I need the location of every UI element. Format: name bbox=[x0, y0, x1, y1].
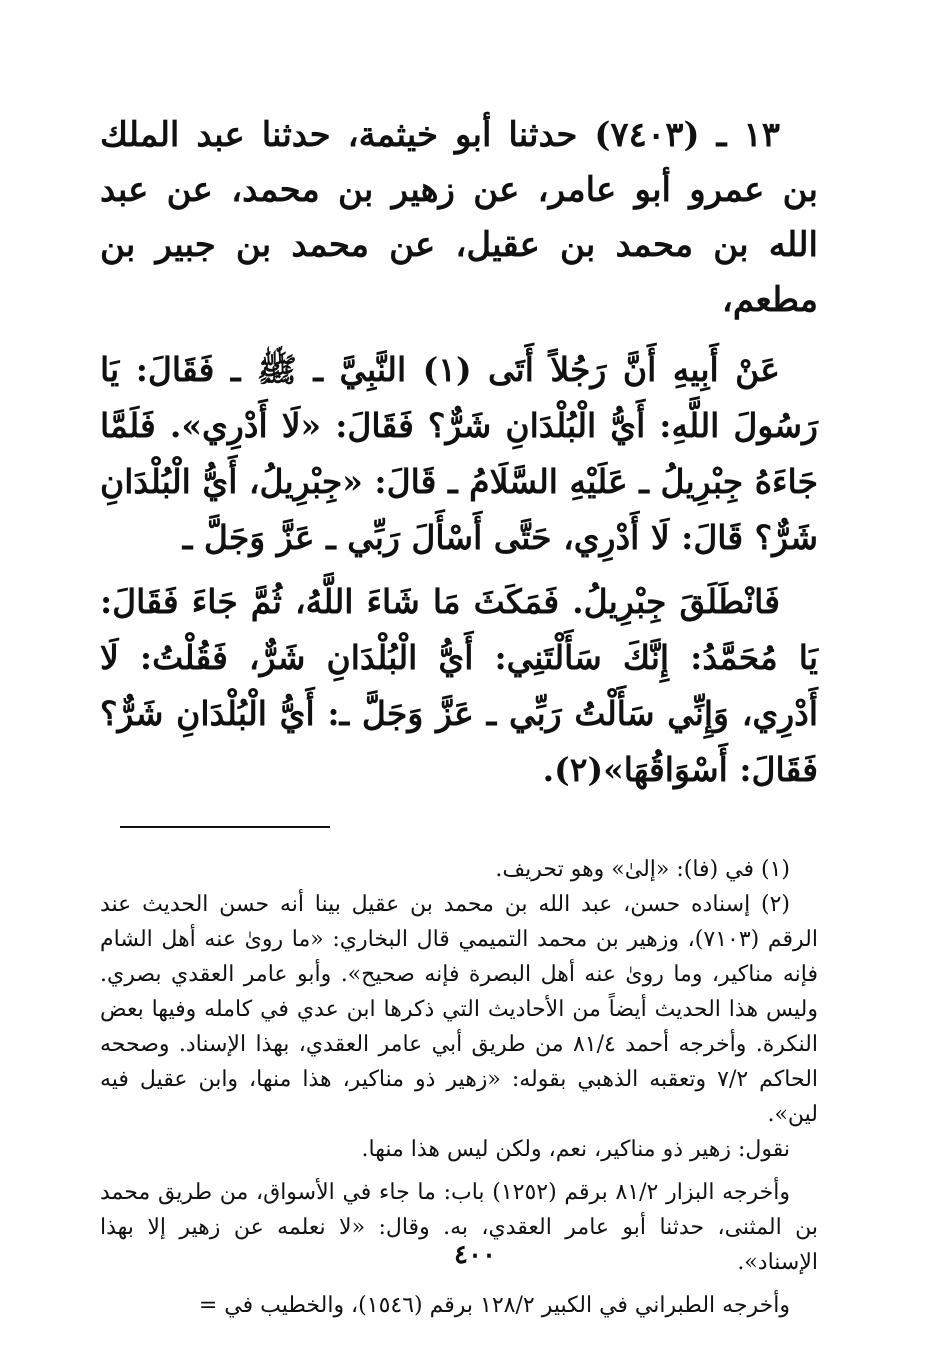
hadith-paragraph-2: فَانْطَلَقَ جِبْرِيلُ. فَمَكَثَ مَا شَاءَ اللَّهُ، ثُمَّ جَاءَ فَقَالَ: يَا مُحَمَّدُ: إِنَّكَ سَأَلْتَنِي: أَيُّ الْبُلْدَانِ شَرٌّ، فَقُلْتُ: لَا أَدْرِي، وَإِنِّي سَأَلْتُ رَبِّي ـ عَزَّ وَجَلَّ ـ: أَيُّ الْبُلْدَانِ شَرٌّ؟ فَقَالَ: أَسْوَاقُهَا»(٢). bbox=[100, 582, 818, 789]
footnote-tabarani: وأخرجه الطبراني في الكبير ١٢٨/٢ برقم (١٥٤٦)، والخطيب في = bbox=[198, 1293, 790, 1318]
footnote-1: (١) في (فا): «إلىٰ» وهو تحريف. bbox=[495, 857, 790, 882]
isnad-text: ١٣ ـ (٧٤٠٣) حدثنا أبو خيثمة، حدثنا عبد الملك بن عمرو أبو عامر، عن زهير بن محمد، عن عبد الله بن محمد بن عقيل، عن محمد بن جبير بن مطعم، bbox=[100, 115, 818, 320]
hadith-paragraph-1: عَنْ أَبِيهِ أَنَّ رَجُلاً أَتَى (١) النَّبِيَّ ـ ﷺ ـ فَقَالَ: يَا رَسُولَ اللَّهِ: أَيُّ الْبُلْدَانِ شَرٌّ؟ فَقَالَ: «لَا أَدْرِي». فَلَمَّا جَاءَهُ جِبْرِيلُ ـ عَلَيْهِ السَّلَامُ ـ قَالَ: «جِبْرِيلُ، أَيُّ الْبُلْدَانِ شَرٌّ؟ قَالَ: لَا أَدْرِي، حَتَّى أَسْأَلَ رَبِّي ـ عَزَّ وَجَلَّ ـ bbox=[100, 350, 818, 557]
page-number: ٤٠٠ bbox=[454, 1240, 496, 1270]
footnote-bazzar: وأخرجه البزار ٨١/٢ برقم (١٢٥٢) باب: ما جاء في الأسواق، من طريق محمد بن المثنى، حدثنا أبو عامر العقدي، به. وقال: «لا نعلمه عن زهير إلا بهذا الإسناد». bbox=[100, 1180, 818, 1275]
footnote-note: نقول: زهير ذو مناكير، نعم، ولكن ليس هذا منها. bbox=[361, 1137, 790, 1162]
page-body bbox=[100, 108, 818, 1323]
hadith-isnad bbox=[100, 108, 818, 328]
footnote-separator bbox=[120, 826, 330, 828]
hadith-matn bbox=[100, 342, 818, 798]
footnote-2: (٢) إسناده حسن، عبد الله بن محمد بن عقيل بينا أنه حسن الحديث عند الرقم (٧١٠٣)، وزهير بن محمد التميمي قال البخاري: «ما روىٰ عنه أهل الشام فإنه مناكير، وما روىٰ عنه أهل البصرة فإنه صحيح». وأبو عامر العقدي بصري. وليس هذا الحديث أيضاً من الأحاديث التي ذكرها ابن عدي في كامله وفيها بعض النكرة. وأخرجه أحمد ٨١/٤ من طريق أبي عامر العقدي، بهذا الإسناد. وصححه الحاكم ٧/٢ وتعقبه الذهبي بقوله: «زهير ذو مناكير، هذا منها، وابن عقيل فيه لين». bbox=[100, 892, 819, 1127]
